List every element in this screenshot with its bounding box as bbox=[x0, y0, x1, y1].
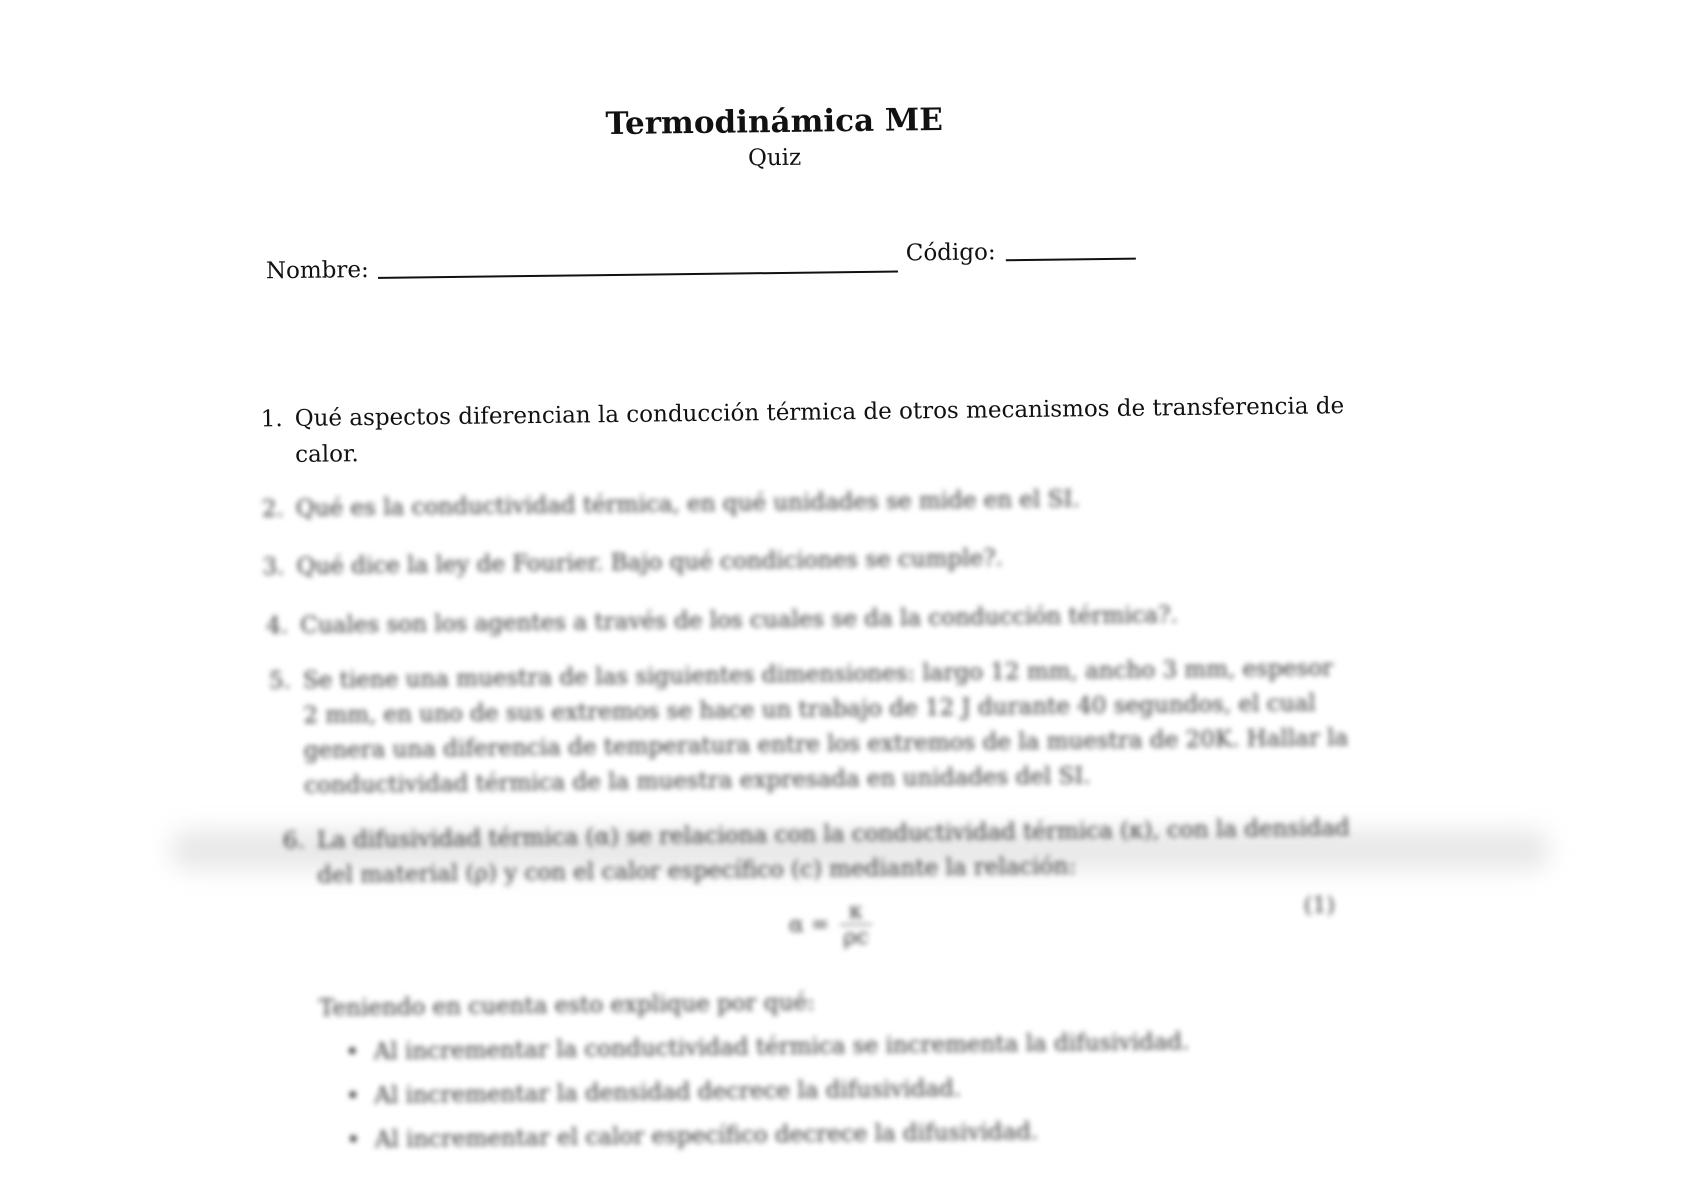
question-number: 6. bbox=[282, 827, 306, 855]
page-title: Termodinámica ME bbox=[605, 101, 944, 143]
question-text: Se tiene una muestra de las siguientes dimensiones: largo 12 mm, ancho 3 mm, espesor bbox=[302, 655, 1334, 694]
question-2 bbox=[262, 486, 1080, 522]
question-text: Qué es la conductividad térmica, en qué unidades se mide en el SI. bbox=[295, 486, 1081, 522]
question-5-line-4: conductividad térmica de la muestra expresada en unidades del SI. bbox=[304, 763, 1091, 799]
bullet-text: Al incrementar la densidad decrece la difusividad. bbox=[374, 1075, 962, 1109]
question-5 bbox=[269, 655, 1333, 694]
question-text: Qué aspectos diferencian la conducción térmica de otros mecanismos de transferencia de bbox=[294, 393, 1345, 432]
followup-text: Teniendo en cuenta esto explique por qué: bbox=[318, 989, 815, 1022]
question-number: 2. bbox=[261, 496, 284, 523]
bullet-item-2 bbox=[346, 1076, 961, 1110]
question-text: Qué dice la ley de Fourier. Bajo qué condiciones se cumple?. bbox=[296, 545, 1004, 580]
bullet-item-1 bbox=[345, 1029, 1189, 1065]
code-label: Código: bbox=[905, 239, 996, 267]
question-3 bbox=[262, 545, 1003, 580]
question-number: 4. bbox=[266, 613, 289, 640]
question-5-line-2: 2 mm, en uno de sus extremos se hace un trabajo de 12 J durante 40 segundos, el cual bbox=[303, 690, 1316, 729]
equation-numerator: κ bbox=[840, 899, 872, 925]
equation-label: (1) bbox=[1303, 893, 1336, 919]
question-4 bbox=[266, 602, 1178, 639]
name-blank[interactable] bbox=[378, 271, 898, 279]
bullet-item-3 bbox=[346, 1119, 1038, 1153]
bullet-icon: • bbox=[346, 1126, 375, 1154]
bullet-icon: • bbox=[345, 1038, 374, 1066]
bullet-text: Al incrementar la conductividad térmica se incrementa la difusividad. bbox=[373, 1029, 1190, 1065]
bullet-icon: • bbox=[345, 1082, 375, 1110]
question-number: 1. bbox=[260, 406, 283, 433]
question-number: 5. bbox=[268, 667, 292, 695]
question-text: Cuales son los agentes a través de los cuales se da la conducción térmica?. bbox=[300, 602, 1178, 639]
page-subtitle: Quiz bbox=[747, 144, 802, 172]
question-1 bbox=[261, 393, 1345, 432]
question-6 bbox=[283, 815, 1350, 854]
equation bbox=[789, 899, 872, 951]
equation-lhs: α = bbox=[788, 912, 830, 938]
equation-denominator: ρc bbox=[843, 924, 869, 951]
code-blank[interactable] bbox=[1006, 258, 1136, 262]
question-6-line-2: del material (ρ) y con el calor específico (c) mediante la relación: bbox=[317, 853, 1077, 889]
name-label: Nombre: bbox=[265, 256, 369, 285]
question-1-cont: calor. bbox=[295, 441, 359, 468]
question-number: 3. bbox=[262, 554, 285, 581]
question-text: La difusividad térmica (α) se relaciona con la conductividad térmica (κ), con la densidad bbox=[316, 815, 1350, 854]
bullet-text: Al incrementar el calor específico decrece la difusividad. bbox=[374, 1118, 1039, 1153]
question-5-line-3: genera una diferencia de temperatura entre los extremos de la muestra de 20K. Hallar la bbox=[303, 725, 1349, 764]
